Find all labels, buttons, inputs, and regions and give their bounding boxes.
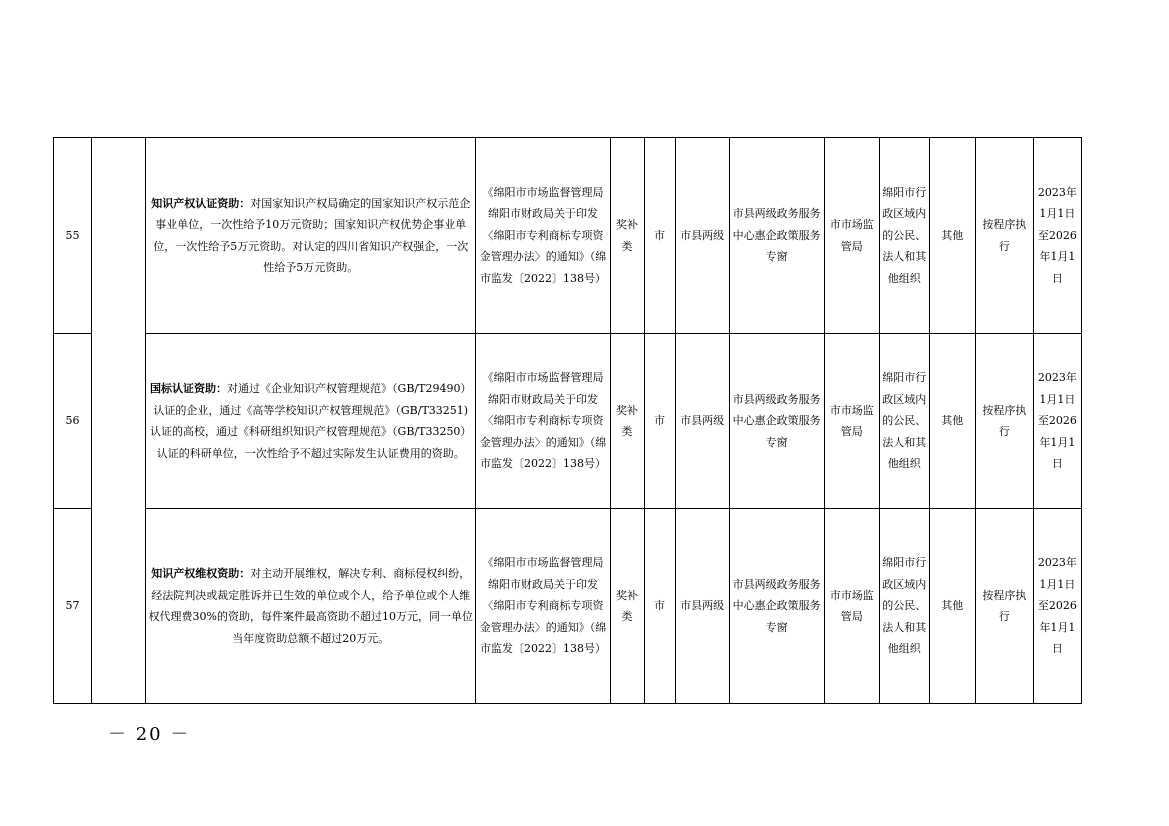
policy-level: 市 <box>644 509 675 704</box>
target-group: 绵阳市行政区域内的公民、法人和其他组织 <box>879 334 929 509</box>
table-row <box>54 509 1082 704</box>
policy-table <box>53 137 1082 704</box>
policy-type: 奖补类 <box>610 138 644 334</box>
support-form: 其他 <box>929 509 975 704</box>
policy-name: 知识产权认证资助： <box>151 196 251 210</box>
policy-basis: 《绵阳市市场监督管理局绵阳市财政局关于印发〈绵阳市专利商标专项资金管理办法〉的通知》（绵市监发〔2022〕138号） <box>476 138 610 334</box>
support-form: 其他 <box>929 138 975 334</box>
department: 市市场监管局 <box>824 509 879 704</box>
table-row <box>54 138 1082 334</box>
execution-method: 按程序执行 <box>975 334 1033 509</box>
policy-content <box>146 509 476 704</box>
row-number: 56 <box>54 334 92 509</box>
execution-method: 按程序执行 <box>975 509 1033 704</box>
policy-scope: 市县两级 <box>675 334 729 509</box>
page-number: － 20 － <box>108 724 191 745</box>
service-window: 市县两级政务服务中心惠企政策服务专窗 <box>729 334 824 509</box>
execution-method: 按程序执行 <box>975 138 1033 334</box>
policy-content <box>146 138 476 334</box>
validity-period: 2023年1月1日至2026年1月1日 <box>1033 334 1081 509</box>
policy-scope: 市县两级 <box>675 509 729 704</box>
policy-type: 奖补类 <box>610 509 644 704</box>
policy-scope: 市县两级 <box>675 138 729 334</box>
service-window: 市县两级政务服务中心惠企政策服务专窗 <box>729 509 824 704</box>
validity-period: 2023年1月1日至2026年1月1日 <box>1033 509 1081 704</box>
target-group: 绵阳市行政区域内的公民、法人和其他组织 <box>879 138 929 334</box>
policy-level: 市 <box>644 334 675 509</box>
department: 市市场监管局 <box>824 138 879 334</box>
target-group: 绵阳市行政区域内的公民、法人和其他组织 <box>879 509 929 704</box>
policy-description: 对国家知识产权局确定的国家知识产权示范企事业单位，一次性给予10万元资助；国家知识产权优势企事业单位，一次性给予5万元资助。对认定的四川省知识产权强企，一次性给予5万元资助。 <box>153 196 471 274</box>
support-form: 其他 <box>929 334 975 509</box>
department: 市市场监管局 <box>824 334 879 509</box>
service-window: 市县两级政务服务中心惠企政策服务专窗 <box>729 138 824 334</box>
table-row <box>54 334 1082 509</box>
row-number: 57 <box>54 509 92 704</box>
policy-level: 市 <box>644 138 675 334</box>
policy-description: 对通过《企业知识产权管理规范》（GB/T29490）认证的企业，通过《高等学校知识产权管理规范》（GB/T33251)认证的高校，通过《科研组织知识产权管理规范》（GB/T33250）认证的科研单位，一次性给予不超过实际发生认证费用的资助。 <box>150 382 472 460</box>
policy-name: 国标认证资助： <box>150 382 228 395</box>
policy-name: 知识产权维权资助： <box>151 567 251 580</box>
policy-description: 对主动开展维权，解决专利、商标侵权纠纷，经法院判决或裁定胜诉并已生效的单位或个人，给予单位或个人维权代理费30%的资助，每件案件最高资助不超过10万元，同一单位当年度资助总额不超过20万元。 <box>148 567 473 645</box>
policy-type: 奖补类 <box>610 334 644 509</box>
category-cell <box>92 138 146 704</box>
policy-content <box>146 334 476 509</box>
policy-basis: 《绵阳市市场监督管理局绵阳市财政局关于印发〈绵阳市专利商标专项资金管理办法〉的通知》（绵市监发〔2022〕138号） <box>476 509 610 704</box>
validity-period: 2023年1月1日至2026年1月1日 <box>1033 138 1081 334</box>
row-number: 55 <box>54 138 92 334</box>
policy-basis: 《绵阳市市场监督管理局绵阳市财政局关于印发〈绵阳市专利商标专项资金管理办法〉的通知》（绵市监发〔2022〕138号） <box>476 334 610 509</box>
